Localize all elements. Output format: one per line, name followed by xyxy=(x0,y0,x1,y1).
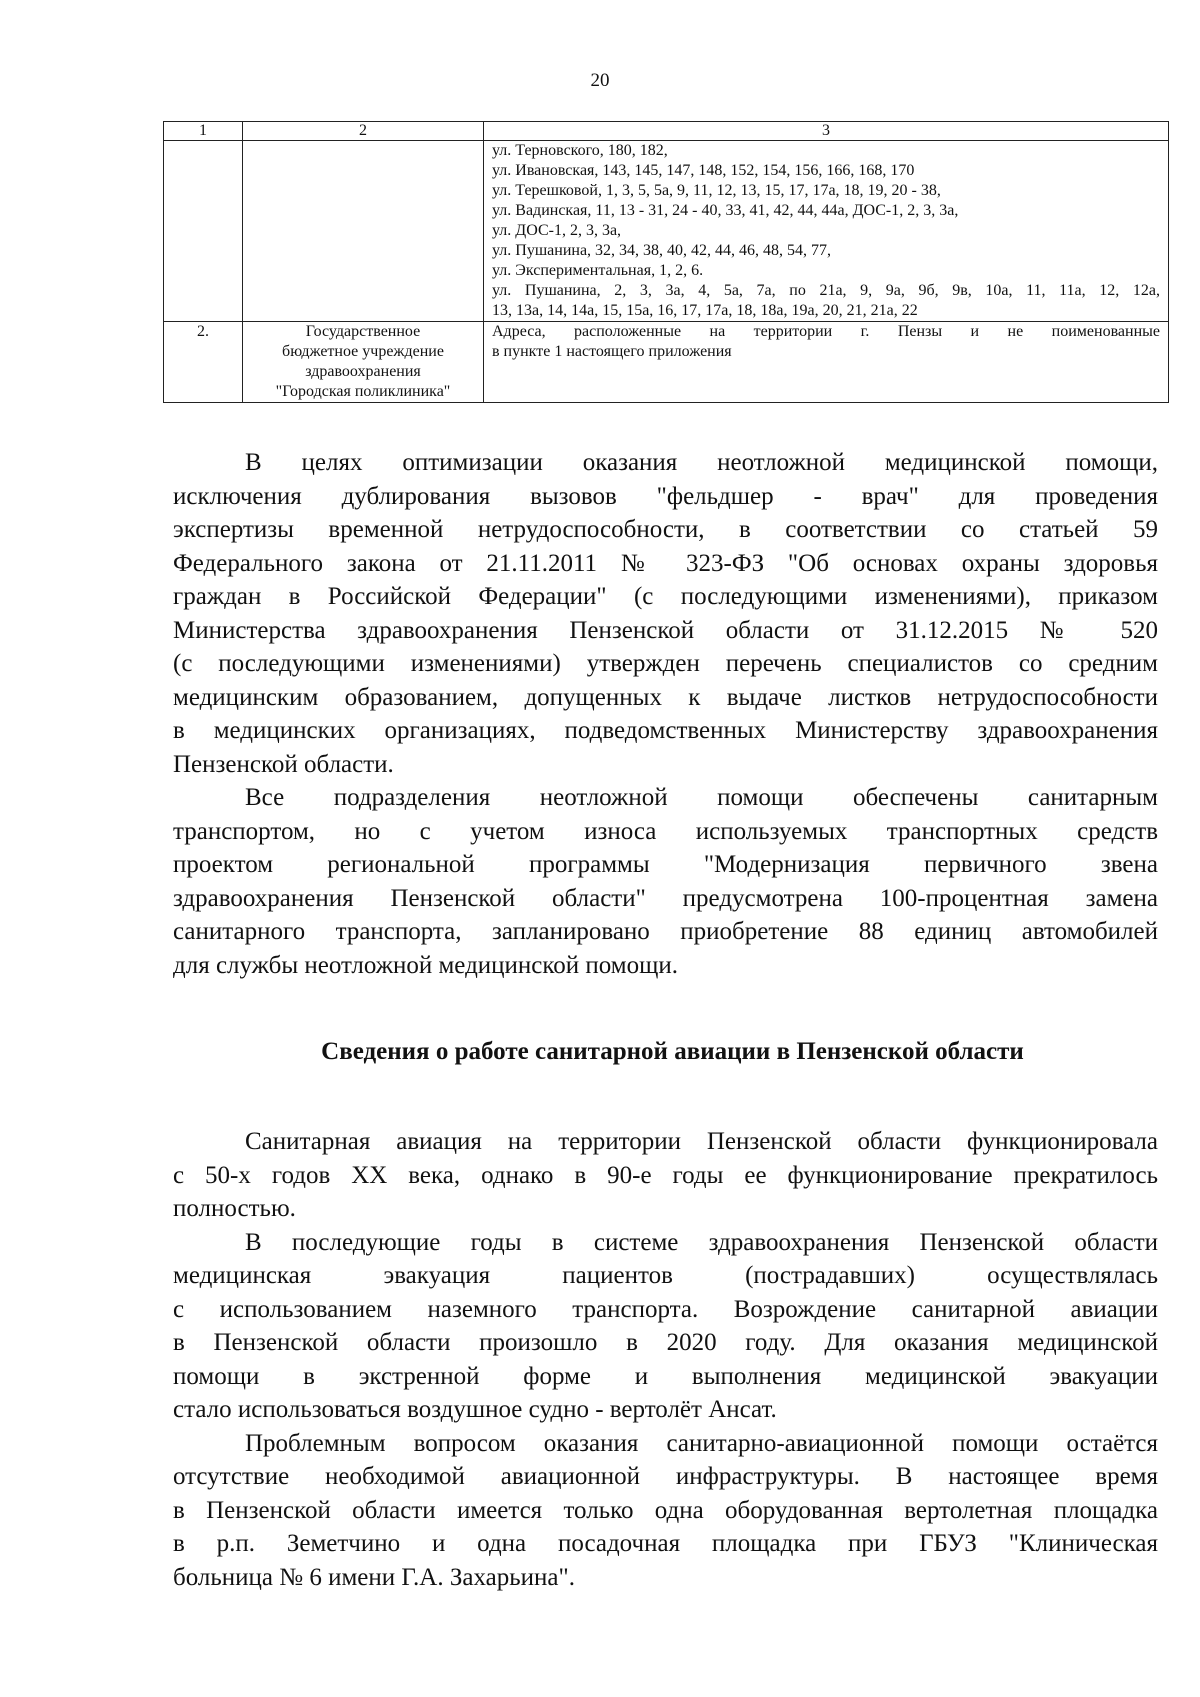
org-line: Государственное xyxy=(305,323,421,340)
text-line: в медицинских организациях, подведомственных Министерству здравоохранения xyxy=(173,717,1158,744)
table-row xyxy=(164,322,1169,403)
text-line: с 50-х годов XX века, однако в 90-е годы ее функционирование прекратилось xyxy=(173,1161,1158,1189)
address-line: ул. ДОС-1, 2, 3, 3а, xyxy=(492,222,622,239)
address-line: ул. Пушанина, 32, 34, 38, 40, 42, 44, 46, 48, 54, 77, xyxy=(492,242,832,259)
address-line: ул. Экспериментальная, 1, 2, 6. xyxy=(492,262,704,279)
address-line: ул. Пушанина, 2, 3, 3а, 4, 5а, 7а, по 21а, 9, 9а, 9б, 9в, 10а, 11, 11а, 12, 12а, xyxy=(492,282,1160,299)
address-line: ул. Терешковой, 1, 3, 5, 5а, 9, 11, 12, 13, 15, 17, 17а, 18, 19, 20 - 38, xyxy=(492,182,941,199)
address-table xyxy=(163,121,1169,403)
text-line: помощи в экстренной форме и выполнения медицинской эвакуации xyxy=(173,1362,1158,1390)
text-line: в Пензенской области произошло в 2020 году. Для оказания медицинской xyxy=(173,1329,1158,1356)
text-line: в Пензенской области имеется только одна оборудованная вертолетная площадка xyxy=(173,1496,1158,1524)
text-line: отсутствие необходимой авиационной инфраструктуры. В настоящее время xyxy=(173,1463,1158,1490)
text-line: медицинским образованием, допущенных к выдаче листков нетрудоспособности xyxy=(173,683,1158,711)
text-line: с использованием наземного транспорта. Возрождение санитарной авиации xyxy=(173,1295,1158,1323)
org-line: здравоохранения xyxy=(305,363,421,380)
address-line: Адреса, расположенные на территории г. Пензы и не поименованные xyxy=(492,323,1160,340)
text-line: Министерства здравоохранения Пензенской области от 31.12.2015 № 520 xyxy=(173,616,1158,644)
address-line: ул. Вадинская, 11, 13 - 31, 24 - 40, 33, 41, 42, 44, 44а, ДОС-1, 2, 3, 3а, xyxy=(492,202,959,219)
paragraph-emergency-care xyxy=(173,446,1158,982)
text-line: медицинская эвакуация пациентов (пострадавших) осуществлялась xyxy=(173,1262,1158,1289)
text-line: Проблемным вопросом оказания санитарно-авиационной помощи остаётся xyxy=(245,1429,1158,1457)
header-col-1: 1 xyxy=(164,122,243,141)
text-line: для службы неотложной медицинской помощи. xyxy=(173,951,679,979)
text-line: Федерального закона от 21.11.2011 № 323-ФЗ "Об основах охраны здоровья xyxy=(173,549,1158,577)
paragraph-sanitary-aviation xyxy=(173,1125,1158,1594)
table-header-row xyxy=(164,122,1169,141)
text-line: экспертизы временной нетрудоспособности, в соответствии со статьей 59 xyxy=(173,516,1158,543)
row1-address-cell xyxy=(484,141,1169,322)
text-line: в р.п. Земетчино и одна посадочная площадка при ГБУЗ "Клиническая xyxy=(173,1530,1158,1557)
header-col-3: 3 xyxy=(484,122,1169,141)
text-line: полностью. xyxy=(173,1195,296,1222)
text-line: Пензенской области. xyxy=(173,750,394,778)
text-line: стало использоваться воздушное судно - вертолёт Ансат. xyxy=(173,1396,777,1423)
section-heading: Сведения о работе санитарной авиации в Пензенской области xyxy=(321,1038,1024,1065)
row2-address-cell xyxy=(484,322,1169,403)
page-number: 20 xyxy=(590,70,610,91)
text-line: санитарного транспорта, запланировано приобретение 88 единиц автомобилей xyxy=(173,918,1158,945)
address-line: ул. Ивановская, 143, 145, 147, 148, 152, 154, 156, 166, 168, 170 xyxy=(492,162,915,179)
text-line: Санитарная авиация на территории Пензенской области функционировала xyxy=(245,1128,1158,1155)
org-line: "Городская поликлиника" xyxy=(275,383,451,400)
org-line: бюджетное учреждение xyxy=(282,343,444,360)
text-line: В последующие годы в системе здравоохранения Пензенской области xyxy=(245,1228,1158,1256)
address-line: ул. Терновского, 180, 182, xyxy=(492,142,668,159)
address-line: в пункте 1 настоящего приложения xyxy=(492,343,732,360)
row1-num-cell xyxy=(164,141,243,322)
row2-org-cell xyxy=(243,322,484,403)
text-line: Все подразделения неотложной помощи обеспечены санитарным xyxy=(245,784,1158,811)
text-line: проектом региональной программы "Модернизация первичного звена xyxy=(173,851,1158,878)
text-line: транспортом, но с учетом износа используемых транспортных средств xyxy=(173,817,1158,845)
text-line: исключения дублирования вызовов "фельдшер - врач" для проведения xyxy=(173,482,1158,510)
text-line: больница № 6 имени Г.А. Захарьина". xyxy=(173,1563,575,1591)
text-line: В целях оптимизации оказания неотложной медицинской помощи, xyxy=(245,449,1158,476)
text-line: (с последующими изменениями) утвержден перечень специалистов со средним xyxy=(173,650,1158,677)
table-row xyxy=(164,141,1169,322)
row2-num-cell: 2. xyxy=(164,322,243,403)
row1-org-cell xyxy=(243,141,484,322)
text-line: граждан в Российской Федерации" (с последующими изменениями), приказом xyxy=(173,583,1158,610)
text-line: здравоохранения Пензенской области" предусмотрена 100-процентная замена xyxy=(173,884,1158,912)
header-col-2: 2 xyxy=(243,122,484,141)
address-line: 13, 13а, 14, 14а, 15, 15а, 16, 17, 17а, 18, 18а, 19а, 20, 21, 21а, 22 xyxy=(492,302,918,319)
